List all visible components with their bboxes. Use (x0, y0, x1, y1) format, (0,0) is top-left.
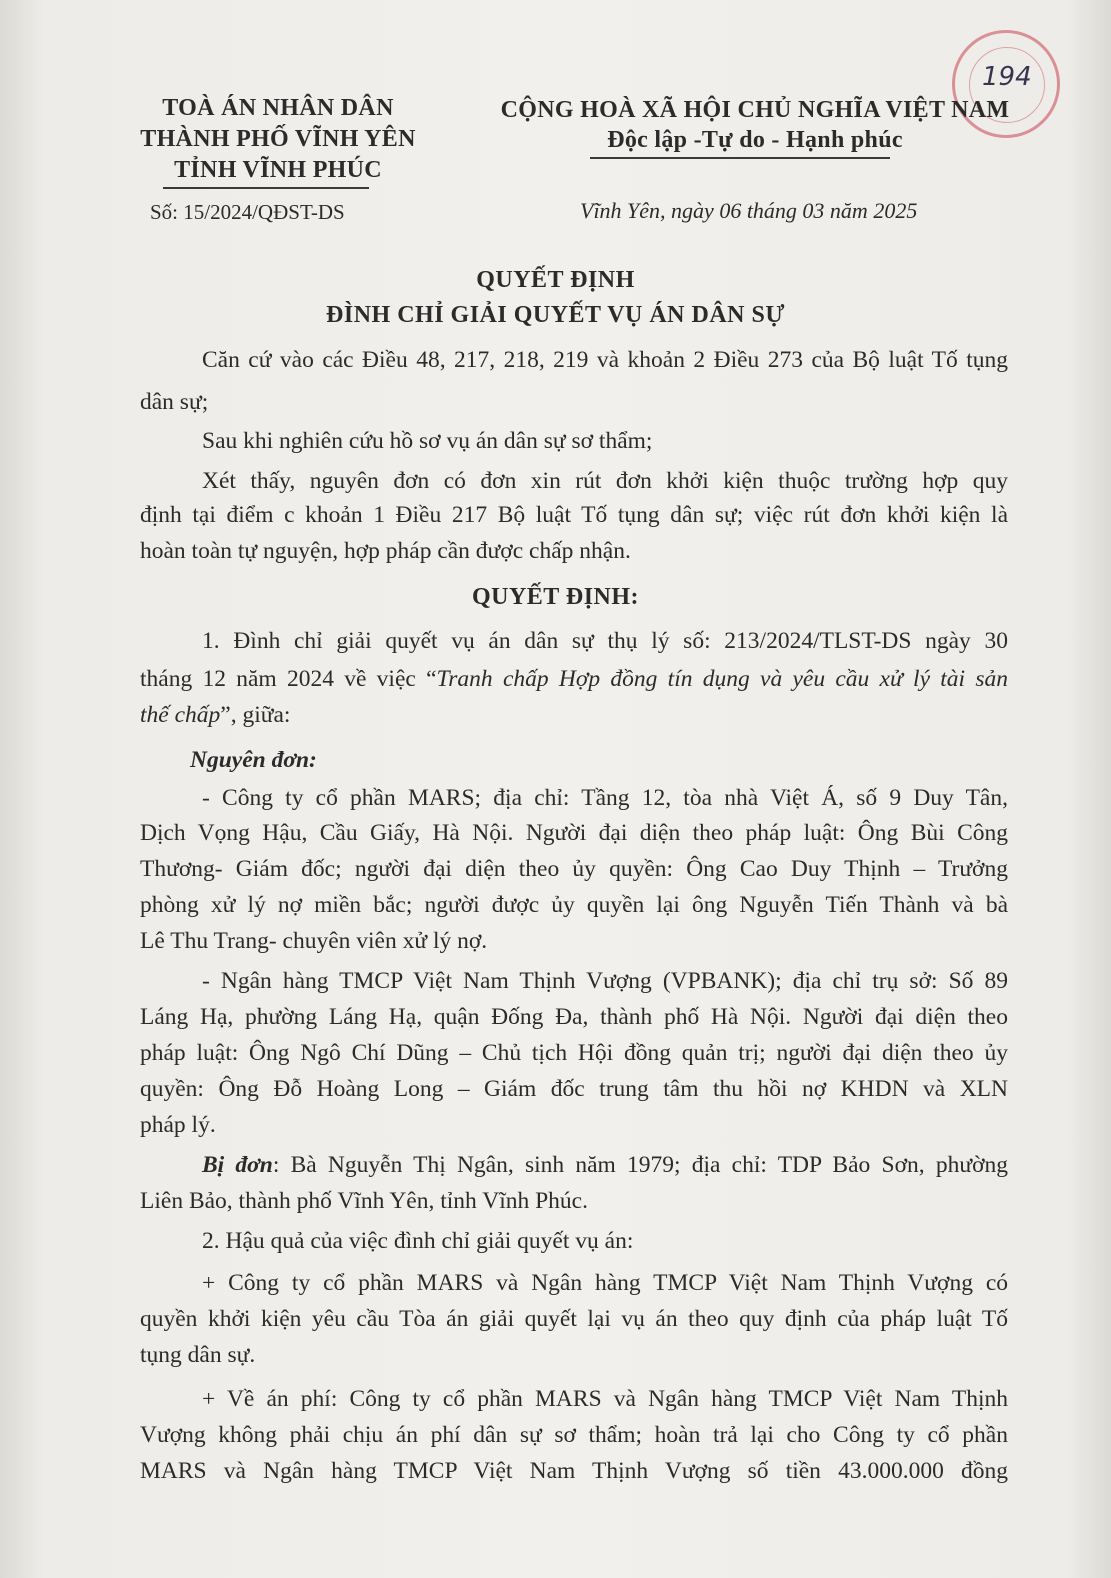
preamble-line-1: Căn cứ vào các Điều 48, 217, 218, 219 và khoản 2 Điều 273 của Bộ luật Tố tụng (202, 347, 1008, 373)
left-header-underline (163, 187, 369, 189)
consequence2-line-2: Vượng không phải chịu án phí dân sự sơ thẩm; hoàn trả lại cho Công ty cổ phần (140, 1422, 1008, 1448)
national-motto: Độc lập -Tự do - Hạnh phúc (607, 127, 903, 153)
plaintiff2-line-2: Láng Hạ, phường Láng Hạ, quận Đống Đa, thành phố Hà Nội. Người đại diện theo (140, 1004, 1008, 1030)
preamble-line-3: Sau khi nghiên cứu hồ sơ vụ án dân sự sơ thẩm; (202, 428, 653, 454)
right-header-underline (590, 157, 890, 159)
court-province: TỈNH VĨNH PHÚC (174, 157, 382, 183)
document-subtitle: ĐÌNH CHỈ GIẢI QUYẾT VỤ ÁN DÂN SỰ (326, 302, 785, 328)
court-city: THÀNH PHỐ VĨNH YÊN (140, 126, 416, 152)
national-title: CỘNG HOÀ XÃ HỘI CHỦ NGHĨA VIỆT NAM (500, 97, 1010, 123)
plaintiff1-line-3: Thương- Giám đốc; người đại diện theo ủy quyền: Ông Cao Duy Thịnh – Trưởng (140, 856, 1008, 882)
consequence2-line-3: MARS và Ngân hàng TMCP Việt Nam Thịnh Vượng số tiền 43.000.000 đồng (140, 1458, 1008, 1484)
consequence2-line-1: + Về án phí: Công ty cổ phần MARS và Ngân hàng TMCP Việt Nam Thịnh (202, 1386, 1008, 1412)
preamble-line-5: định tại điểm c khoản 1 Điều 217 Bộ luật Tố tụng dân sự; việc rút đơn khởi kiện là (140, 502, 1008, 528)
plaintiff1-line-4: phòng xử lý nợ miền bắc; người được ủy quyền lại ông Nguyễn Tiến Thành và bà (140, 892, 1008, 918)
preamble-line-6: hoàn toàn tự nguyện, hợp pháp cần được chấp nhận. (140, 538, 631, 564)
plaintiff2-line-3: pháp luật: Ông Ngô Chí Dũng – Chủ tịch Hội đồng quản trị; người đại diện theo ủy (140, 1040, 1008, 1066)
document-number: Số: 15/2024/QĐST-DS (150, 200, 345, 224)
plaintiff2-line-1: - Ngân hàng TMCP Việt Nam Thịnh Vượng (VPBANK); địa chỉ trụ sở: Số 89 (202, 968, 1008, 994)
defendant-line-2: Liên Bảo, thành phố Vĩnh Yên, tỉnh Vĩnh Phúc. (140, 1188, 588, 1214)
plaintiff1-line-2: Dịch Vọng Hậu, Cầu Giấy, Hà Nội. Người đại diện theo pháp luật: Ông Bùi Công (140, 820, 1008, 846)
decision-heading: QUYẾT ĐỊNH: (471, 584, 640, 610)
item1-line-2: tháng 12 năm 2024 về việc “Tranh chấp Hợp đồng tín dụng và yêu cầu xử lý tài sản (140, 666, 1008, 692)
item2-heading: 2. Hậu quả của việc đình chỉ giải quyết vụ án: (202, 1228, 634, 1254)
item1-line-3: thế chấp”, giữa: (140, 702, 291, 728)
plaintiff-label: Nguyên đơn: (190, 747, 317, 773)
plaintiff1-line-5: Lê Thu Trang- chuyên viên xử lý nợ. (140, 928, 488, 954)
consequence1-line-1: + Công ty cổ phần MARS và Ngân hàng TMCP Việt Nam Thịnh Vượng có (202, 1270, 1008, 1296)
plaintiff2-line-4: quyền: Ông Đỗ Hoàng Long – Giám đốc trung tâm thu hồi nợ KHDN và XLN (140, 1076, 1008, 1102)
document-date: Vĩnh Yên, ngày 06 tháng 03 năm 2025 (580, 198, 918, 223)
handwritten-page-number: 194 (982, 62, 1032, 92)
court-name: TOÀ ÁN NHÂN DÂN (162, 95, 394, 121)
consequence1-line-3: tụng dân sự. (140, 1342, 256, 1368)
preamble-line-2: dân sự; (140, 389, 209, 415)
plaintiff1-line-1: - Công ty cổ phần MARS; địa chỉ: Tầng 12, tòa nhà Việt Á, số 9 Duy Tân, (202, 785, 1008, 811)
item1-line-1: 1. Đình chỉ giải quyết vụ án dân sự thụ lý số: 213/2024/TLST-DS ngày 30 (202, 628, 1008, 654)
defendant-line-1: Bị đơn: Bà Nguyễn Thị Ngân, sinh năm 1979; địa chỉ: TDP Bảo Sơn, phường (202, 1152, 1009, 1178)
consequence1-line-2: quyền khởi kiện yêu cầu Tòa án giải quyết lại vụ án theo quy định của pháp luật Tố (140, 1306, 1008, 1332)
plaintiff2-line-5: pháp lý. (140, 1112, 216, 1138)
preamble-line-4: Xét thấy, nguyên đơn có đơn xin rút đơn khởi kiện thuộc trường hợp quy (202, 468, 1008, 494)
document-title: QUYẾT ĐỊNH (476, 267, 635, 293)
